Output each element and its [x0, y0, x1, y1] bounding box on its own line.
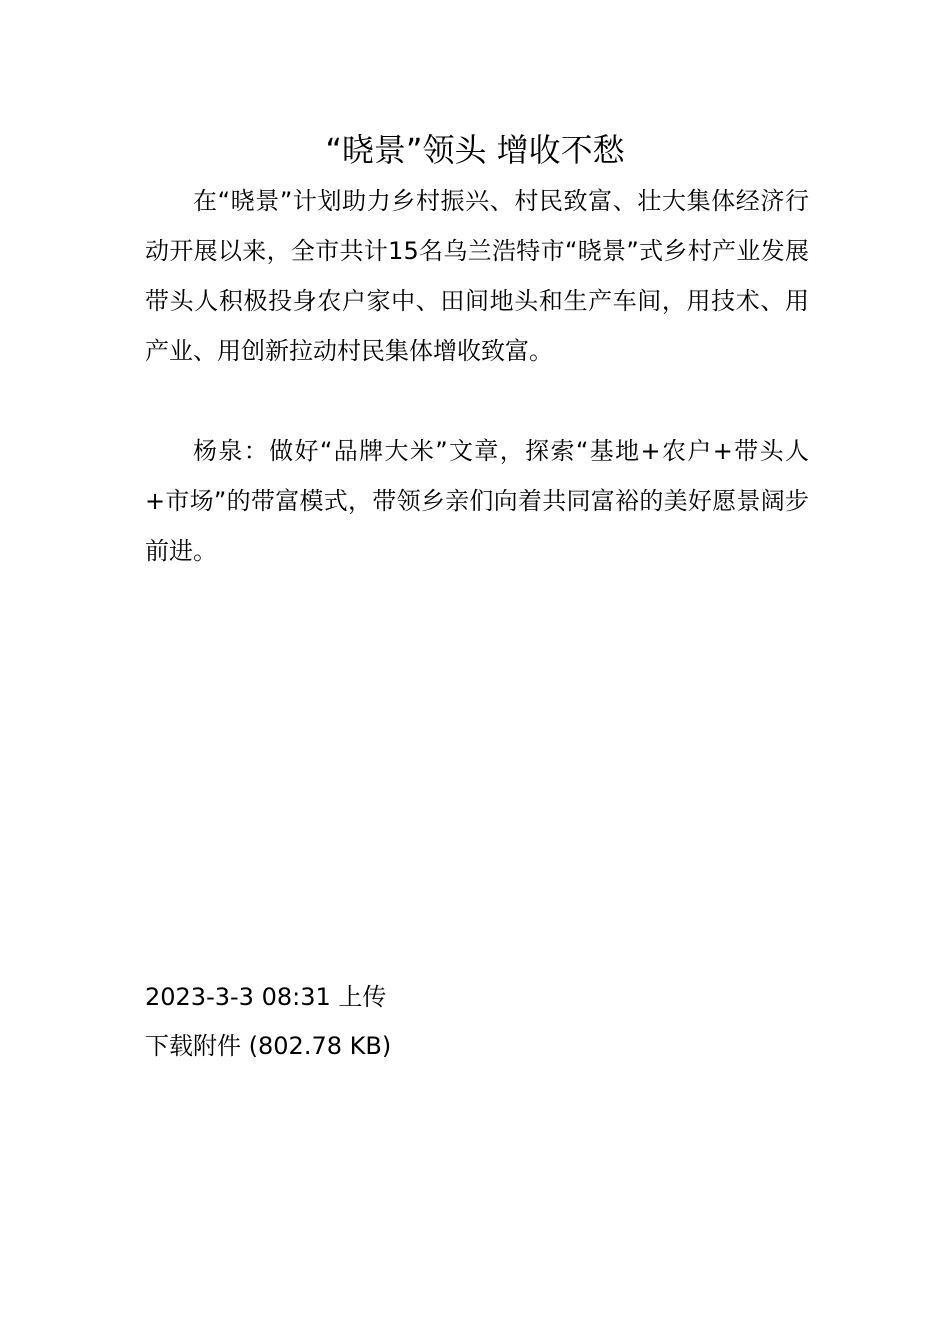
article-paragraph-2: 杨泉：做好“品牌大米”文章，探索“基地+农户+带头人+市场”的带富模式，带领乡亲们向着共同富裕的美好愿景阔步前进。	[145, 437, 809, 565]
attachment-line	[145, 1021, 391, 1071]
download-attachment-label: 下载附件	[145, 1032, 241, 1060]
article-title: “晓景”领头 增收不愁	[325, 131, 625, 169]
upload-timestamp: 2023-3-3 08:31 上传	[145, 983, 387, 1011]
article-paragraph-1: 在“晓景”计划助力乡村振兴、村民致富、壮大集体经济行动开展以来，全市共计15名乌兰浩特市“晓景”式乡村产业发展带头人积极投身农户家中、田间地头和生产车间，用技术、用产业、用创新拉动村民集体增收致富。	[145, 187, 809, 365]
download-attachment-link[interactable]	[145, 1032, 391, 1060]
attachment-size: (802.78 KB)	[248, 1032, 392, 1060]
